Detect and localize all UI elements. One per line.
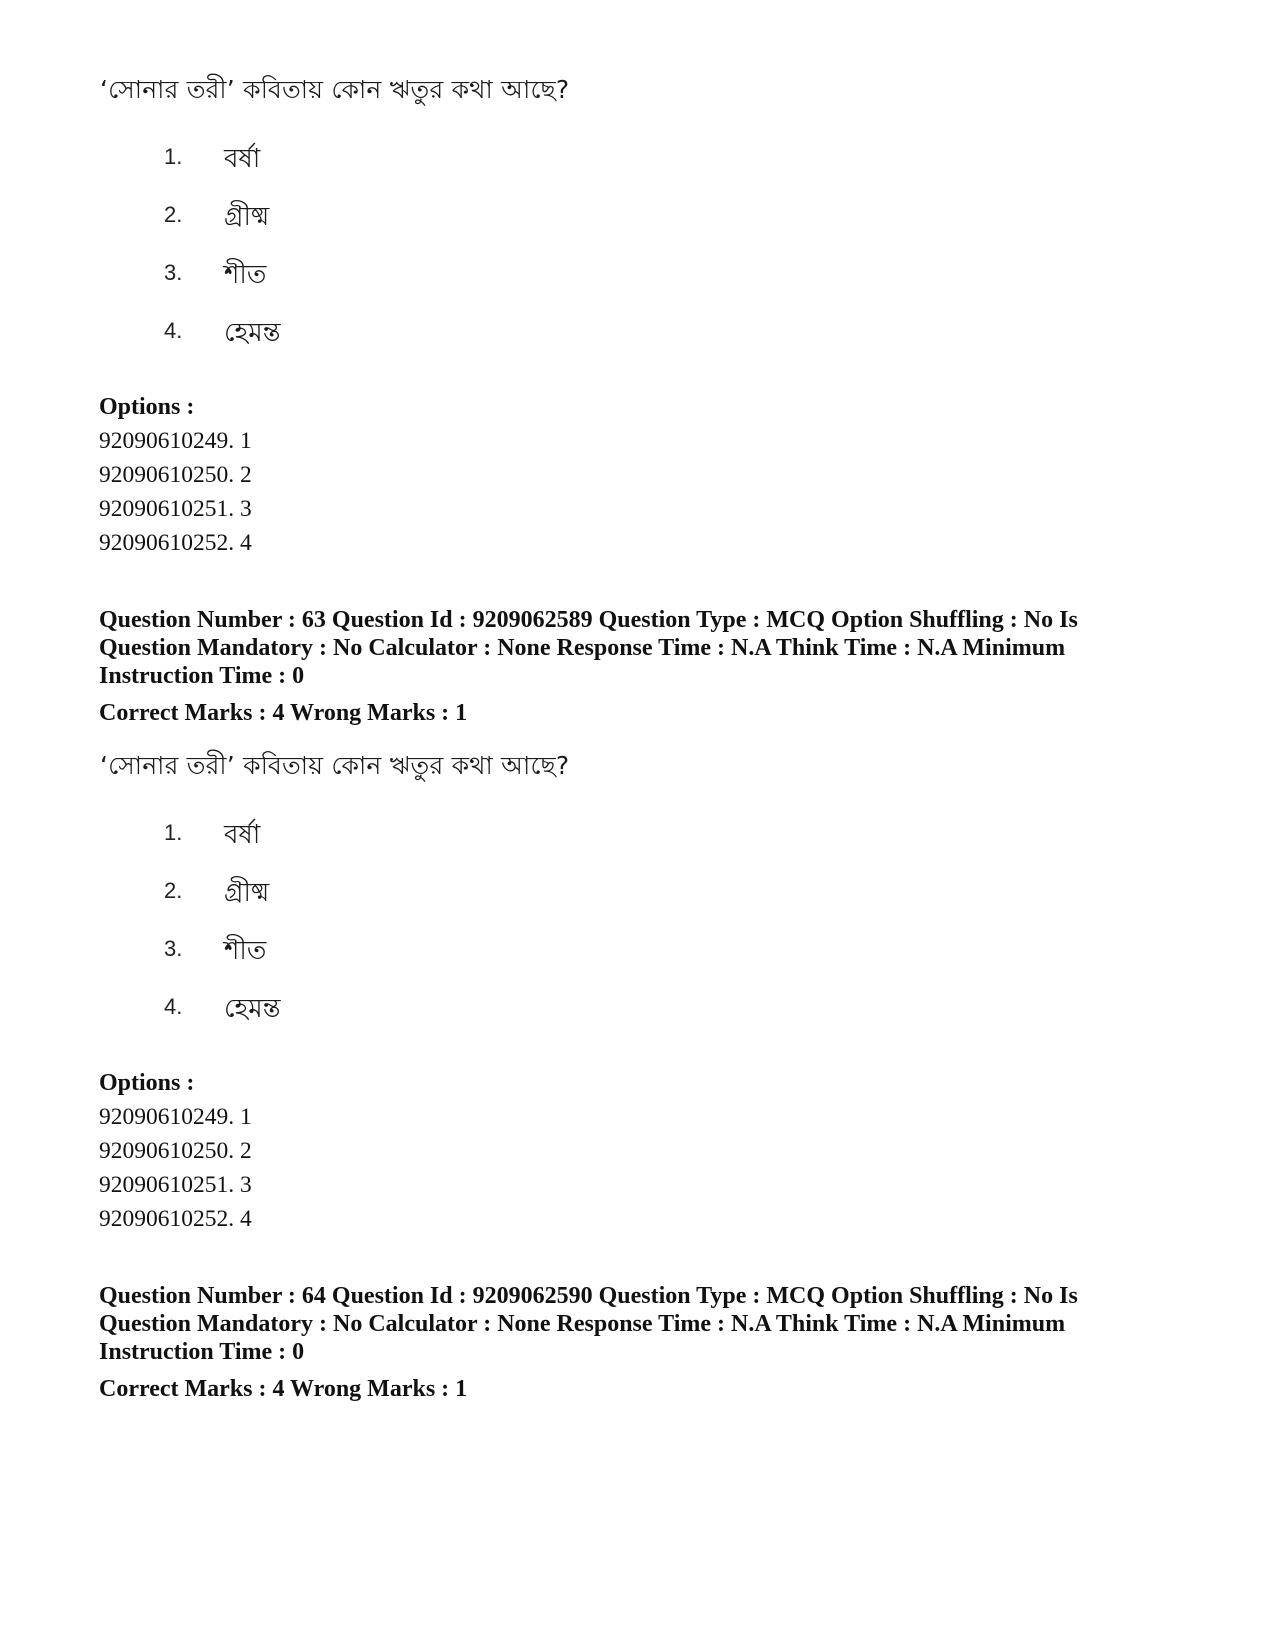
option-row: 92090610249. 1 xyxy=(99,1104,252,1130)
marks-line: Correct Marks : 4 Wrong Marks : 1 xyxy=(99,700,468,726)
question-meta-line: Question Mandatory : No Calculator : None Response Time : N.A Think Time : N.A Minimum xyxy=(99,635,1066,661)
choice-number: 1. xyxy=(164,820,183,845)
marks-line: Correct Marks : 4 Wrong Marks : 1 xyxy=(99,1376,468,1402)
option-row: 92090610249. 1 xyxy=(99,428,252,454)
choice-number: 3. xyxy=(164,936,183,961)
choice-number: 4. xyxy=(164,994,183,1019)
choice-text: হেমন্ত xyxy=(224,994,281,1024)
question-meta-line: Question Mandatory : No Calculator : None Response Time : N.A Think Time : N.A Minimum xyxy=(99,1311,1066,1337)
choice-text: শীত xyxy=(224,936,267,966)
choice-item xyxy=(100,806,700,864)
question-image xyxy=(100,746,700,1038)
choice-item xyxy=(100,980,700,1038)
choice-text: শীত xyxy=(224,260,267,290)
question-meta xyxy=(99,1282,1179,1366)
options-list xyxy=(99,1066,699,1236)
option-row: 92090610252. 4 xyxy=(99,530,252,556)
choice-item xyxy=(100,188,700,246)
options-title: Options : xyxy=(99,394,195,420)
choice-number: 1. xyxy=(164,144,183,169)
option-row: 92090610252. 4 xyxy=(99,1206,252,1232)
question-meta-line: Instruction Time : 0 xyxy=(99,1339,305,1365)
choice-item xyxy=(100,864,700,922)
choice-text: গ্রীষ্ম xyxy=(224,202,270,232)
choice-number: 2. xyxy=(164,878,183,903)
option-row: 92090610250. 2 xyxy=(99,1138,252,1164)
choice-text: বর্ষা xyxy=(224,144,261,174)
choice-number: 2. xyxy=(164,202,183,227)
option-row: 92090610250. 2 xyxy=(99,462,252,488)
options-title: Options : xyxy=(99,1070,195,1096)
options-list xyxy=(99,390,699,560)
choice-item xyxy=(100,922,700,980)
choice-number: 4. xyxy=(164,318,183,343)
choice-text: গ্রীষ্ম xyxy=(224,878,270,908)
question-meta xyxy=(99,606,1179,690)
question-text: ‘সোনার তরী’ কবিতায় কোন ঋতুর কথা আছে? xyxy=(100,751,570,780)
choice-text: বর্ষা xyxy=(224,820,261,850)
choice-number: 3. xyxy=(164,260,183,285)
question-meta-line: Question Number : 63 Question Id : 9209062589 Question Type : MCQ Option Shuffling : No Is xyxy=(99,607,1078,633)
question-meta-line: Instruction Time : 0 xyxy=(99,663,305,689)
question-image xyxy=(100,70,700,362)
choice-item xyxy=(100,304,700,362)
question-text: ‘সোনার তরী’ কবিতায় কোন ঋতুর কথা আছে? xyxy=(100,75,570,104)
option-row: 92090610251. 3 xyxy=(99,496,252,522)
choice-item xyxy=(100,130,700,188)
choice-item xyxy=(100,246,700,304)
option-row: 92090610251. 3 xyxy=(99,1172,252,1198)
question-meta-line: Question Number : 64 Question Id : 9209062590 Question Type : MCQ Option Shuffling : No Is xyxy=(99,1283,1078,1309)
choice-text: হেমন্ত xyxy=(224,318,281,348)
